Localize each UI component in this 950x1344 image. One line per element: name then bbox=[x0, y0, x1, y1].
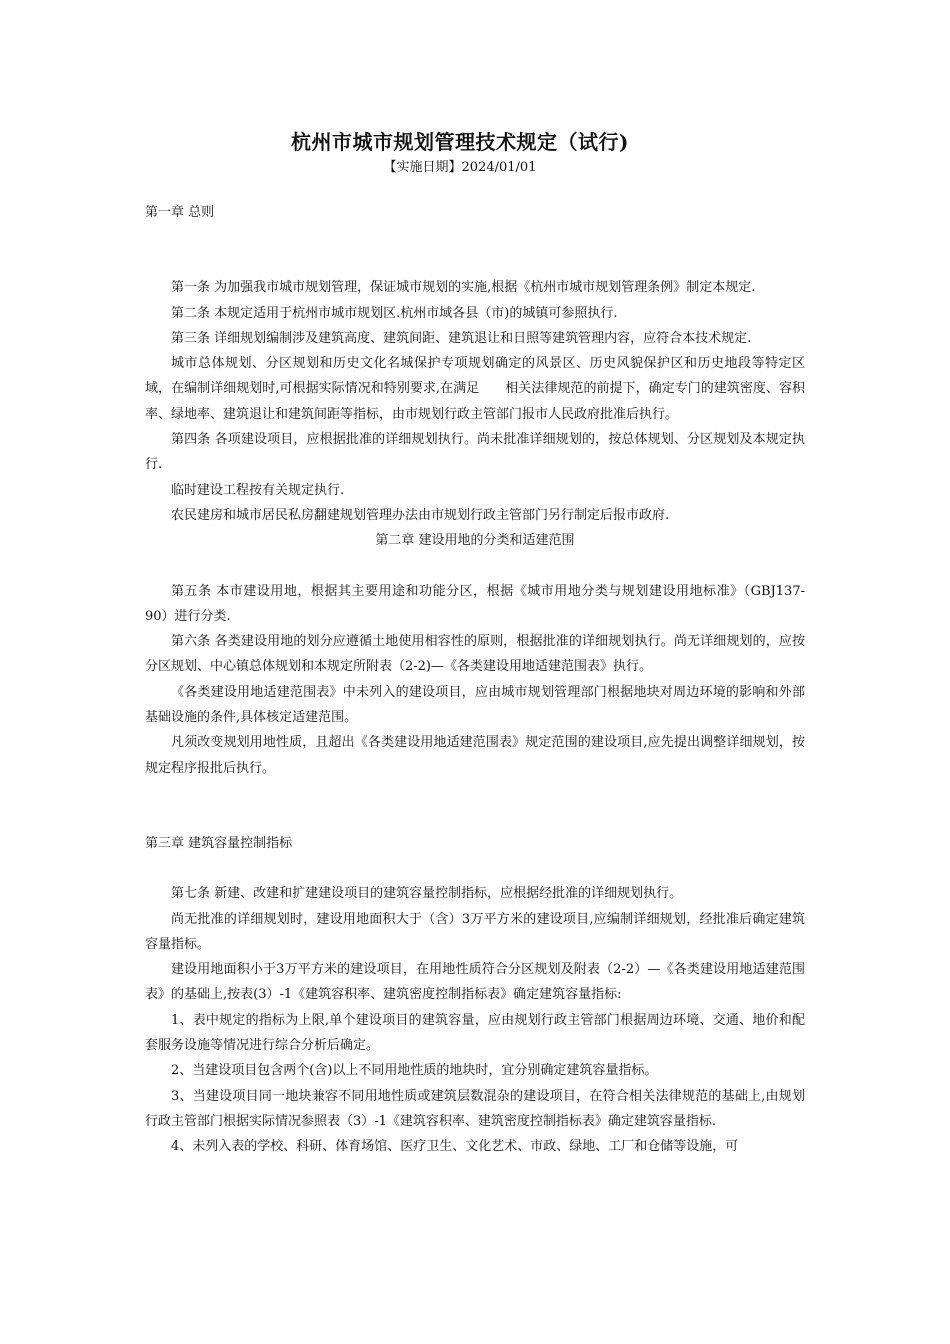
paragraph: 第五条 本市建设用地，根据其主要用途和功能分区，根据《城市用地分类与规划建设用地标准》（GBJ137-90）进行分类. bbox=[145, 583, 805, 624]
paragraph: 农民建房和城市居民私房翻建规划管理办法由市规划行政主管部门另行制定后报市政府. bbox=[171, 507, 670, 523]
paragraph: 建设用地面积小于3万平方米的建设项目，在用地性质符合分区规划及附表（2-2）—《各类建设用地适建范围表》的基础上,按表(3）-1《建筑容积率、建筑密度控制指标表》确定建筑容量指标: bbox=[145, 962, 805, 1003]
paragraph: 1、表中规定的指标为上限,单个建设项目的建筑容量，应由规划行政主管部门根据周边环境、交通、地价和配套服务设施等情况进行综合分析后确定。 bbox=[145, 1012, 805, 1054]
paragraph: 第三条 详细规划编制涉及建筑高度、建筑间距、建筑退让和日照等建筑管理内容，应符合本技术规定. bbox=[171, 330, 752, 346]
paragraph: 凡须改变规划用地性质，且超出《各类建设用地适建范围表》规定范围的建设项目,应先提出调整详细规划，按规定程序报批后执行。 bbox=[145, 735, 805, 776]
paragraph: 4、未列入表的学校、科研、体育场馆、医疗卫生、文化艺术、市政、绿地、工厂和仓储等设施，可 bbox=[171, 1139, 739, 1155]
paragraph: 2、当建设项目包含两个(含)以上不同用地性质的地块时，宜分别确定建筑容量指标。 bbox=[171, 1063, 658, 1079]
paragraph: 第一条 为加强我市城市规划管理，保证城市规划的实施,根据《杭州市城市规划管理条例》制定本规定. bbox=[171, 280, 756, 296]
chapter-1-heading: 第一章 总则 bbox=[145, 205, 215, 220]
paragraph: 第六条 各类建设用地的划分应遵循土地使用相容性的原则，根据批准的详细规划执行。尚无详细规划的，应按分区规划、中心镇总体规划和本规定所附表（2-2)—《各类建设用地适建范围表》执行。 bbox=[145, 634, 805, 675]
paragraph: 3、当建设项目同一地块兼容不同用地性质或建筑层数混杂的建设项目，在符合相关法律规范的基础上,由规划行政主管部门根据实际情况参照表（3）-1《建筑容积率、建筑密度控制指标表》确定建筑容量指标. bbox=[145, 1088, 805, 1129]
paragraph: 第二条 本规定适用于杭州市城市规划区.杭州市域各县（市)的城镇可参照执行. bbox=[171, 305, 618, 321]
paragraph: 尚无批准的详细规划时，建设用地面积大于（含）3万平方米的建设项目,应编制详细规划，经批准后确定建筑容量指标。 bbox=[145, 911, 805, 952]
chapter-2-heading: 第二章 建设用地的分类和适建范围 bbox=[375, 533, 575, 549]
paragraph: 城市总体规划、分区规划和历史文化名城保护专项规划确定的风景区、历史风貌保护区和历史地段等特定区域，在编制详细规划时,可根据实际情况和特别要求,在满足 相关法律规范的前提下，确定专门的建筑密度、容积率、绿地率、建筑退让和建筑间距等指标，由市规划行政主管部门报市人民政府批准后执行。 bbox=[145, 356, 805, 422]
paragraph: 《各类建设用地适建范围表》中未列入的建设项目，应由城市规划管理部门根据地块对周边环境的影响和外部基础设施的条件,具体核定适建范围。 bbox=[145, 684, 805, 726]
document-body bbox=[145, 200, 805, 1160]
chapter-3-heading: 第三章 建筑容量控制指标 bbox=[145, 835, 293, 851]
paragraph: 第七条 新建、改建和扩建建设项目的建筑容量控制指标，应根据经批准的详细规划执行。 bbox=[171, 886, 683, 902]
paragraph: 临时建设工程按有关规定执行. bbox=[171, 482, 345, 498]
effective-date: 【实施日期】2024/01/01 bbox=[383, 160, 537, 175]
document-title: 杭州市城市规划管理技术规定（试行) bbox=[291, 130, 629, 154]
paragraph: 第四条 各项建设项目，应根据批准的详细规划执行。尚未批准详细规划的，按总体规划、分区规划及本规定执行. bbox=[145, 432, 805, 473]
